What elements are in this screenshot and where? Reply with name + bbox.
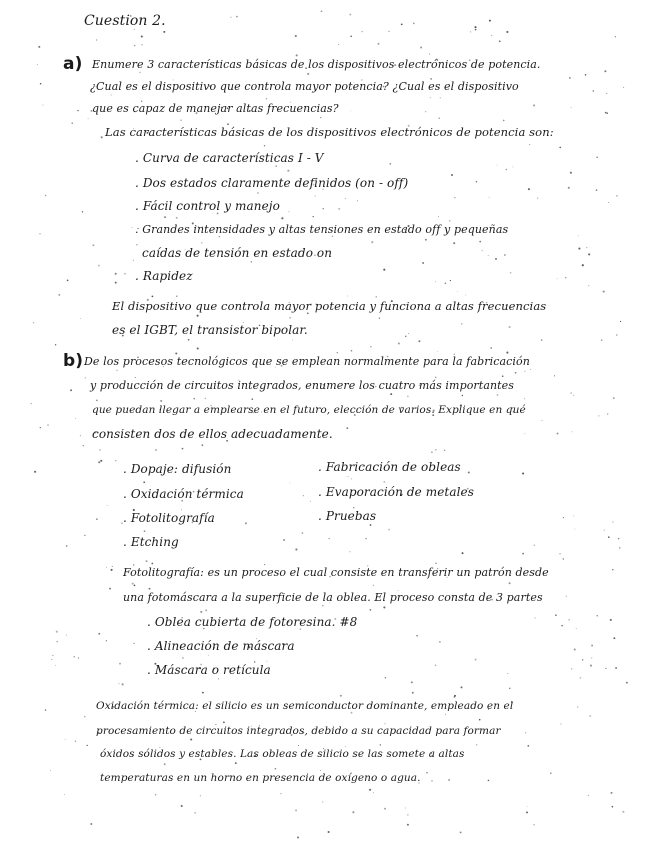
oxidacion-line: Oxidación térmica: el silicio es un semiconductor dominante, empleado en el: [96, 700, 514, 712]
characteristic-item: . Dos estados claramente definidos (on - off): [135, 176, 409, 190]
part-b-prompt-line-1: De los procesos tecnológicos que se emplean normalmente para la fabricación: [84, 355, 530, 368]
process-item: . Dopaje: difusión: [123, 462, 232, 476]
part-a-answer-line-2: es el IGBT, el transistor bipolar.: [112, 323, 308, 337]
part-a-prompt-line-1: Enumere 3 características básicas de los dispositivos electrónicos de potencia.: [92, 58, 541, 71]
fotolitografia-step: . Máscara o retícula: [147, 663, 271, 677]
characteristic-item: caídas de tensión en estado on: [142, 246, 333, 260]
part-a-prompt-line-2: ¿Cual es el dispositivo que controla mayor potencia? ¿Cual es el dispositivo: [90, 80, 519, 93]
characteristic-item: . Fácil control y manejo: [135, 199, 280, 213]
process-item: . Oxidación térmica: [123, 487, 244, 501]
fotolitografia-line: una fotomáscara a la superficie de la oblea. El proceso consta de 3 partes: [123, 591, 543, 604]
part-b-prompt-line-3: que puedan llegar a emplearse en el futuro, elección de varios. Explique en qué: [92, 404, 526, 416]
characteristic-item: . Curva de características I - V: [135, 151, 324, 165]
part-a-answer-line-1: El dispositivo que controla mayor potencia y funciona a altas frecuencias: [112, 299, 547, 313]
oxidacion-line: procesamiento de circuitos integrados, debido a su capacidad para formar: [96, 725, 501, 737]
characteristic-item: . Grandes intensidades y altas tensiones en estado off y pequeñas: [135, 223, 509, 236]
oxidacion-line: óxidos sólidos y estables. Las obleas de silicio se las somete a altas: [100, 748, 465, 760]
fotolitografia-line: Fotolitografía: es un proceso el cual consiste en transferir un patrón desde: [123, 566, 549, 579]
part-b-prompt-line-4: consisten dos de ellos adecuadamente.: [92, 427, 333, 441]
oxidacion-line: temperaturas en un horno en presencia de oxígeno o agua.: [100, 772, 421, 784]
part-b-label: b): [63, 351, 84, 371]
process-item: . Fabricación de obleas: [318, 460, 461, 474]
part-b-prompt-line-2: y producción de circuitos integrados, enumere los cuatro más importantes: [90, 379, 515, 392]
process-item: . Etching: [123, 535, 179, 549]
part-a-intro: Las características básicas de los dispositivos electrónicos de potencia son:: [105, 125, 554, 139]
fotolitografia-step: . Alineación de máscara: [147, 639, 295, 653]
process-item: . Evaporación de metales: [318, 485, 474, 499]
fotolitografia-step: . Oblea cubierta de fotoresina. #8: [147, 615, 358, 629]
characteristic-item: . Rapidez: [135, 269, 193, 283]
process-item: . Pruebas: [318, 509, 377, 523]
part-a-label: a): [63, 54, 83, 74]
part-a-prompt-line-3: que es capaz de manejar altas frecuencias?: [92, 102, 339, 115]
process-item: . Fotolitografía: [123, 511, 215, 525]
question-title: Cuestion 2.: [84, 13, 166, 29]
